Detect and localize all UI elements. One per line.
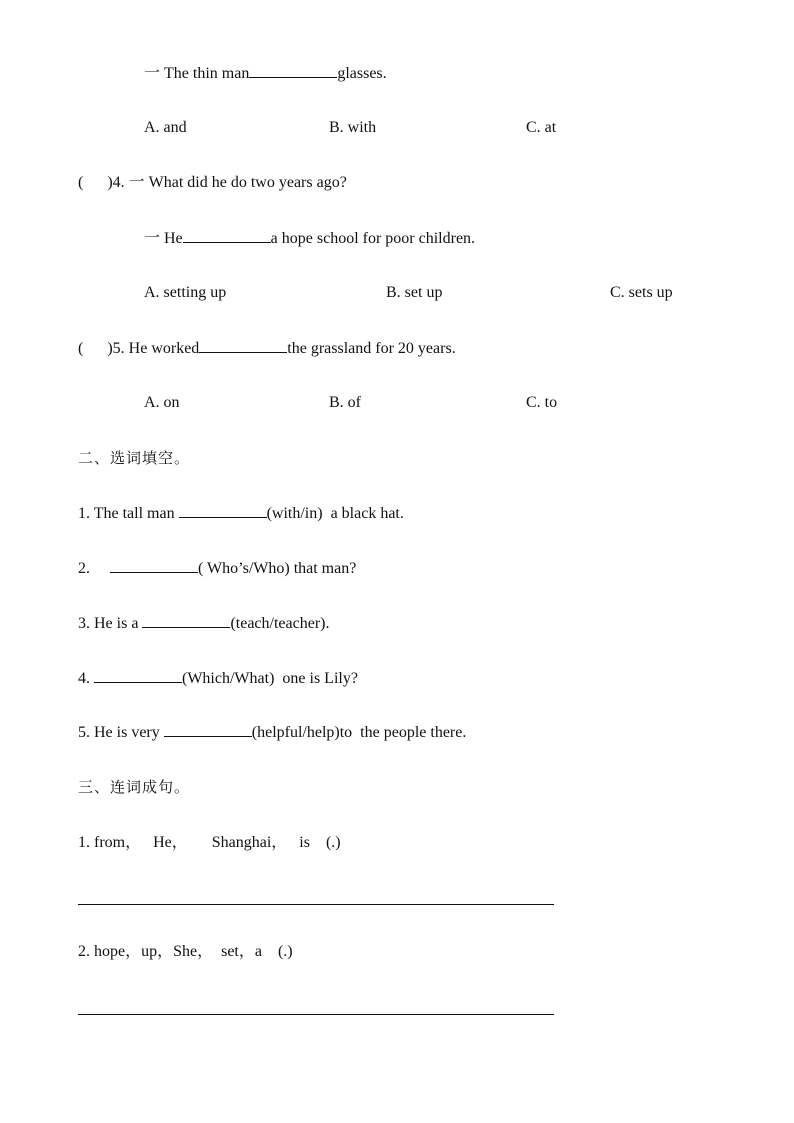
q4-prompt-before: 一 He (144, 230, 183, 247)
section2-item-2-before: 2. (78, 560, 110, 577)
section2-item-1-after: (with/in) a black hat. (266, 505, 404, 522)
q5-prompt (78, 338, 456, 359)
section2-item-5 (78, 722, 466, 743)
q5-answer-blank[interactable] (199, 338, 287, 353)
q3-option-a: A. and (144, 119, 187, 136)
section2-item-2-after: ( Who’s/Who) that man? (198, 560, 357, 577)
q4-prompt (144, 228, 475, 249)
q3-prompt-before: 一 The thin man (144, 65, 250, 82)
q4-option-a: A. setting up (144, 284, 227, 301)
section3-heading: 三、连词成句。 (78, 778, 191, 796)
section2-item-4-before: 4. (78, 670, 94, 687)
section2-item-2-blank[interactable] (110, 558, 198, 573)
section2-item-1-blank[interactable] (179, 503, 267, 518)
q4-answer-blank[interactable] (183, 228, 271, 243)
section2-item-3 (78, 613, 329, 634)
section2-item-4-after: (Which/What) one is Lily? (182, 670, 358, 687)
section3-item-1: 1. from， He， Shanghai， is (.) (78, 834, 341, 851)
section2-item-4 (78, 668, 358, 689)
section2-item-3-blank[interactable] (142, 613, 230, 628)
q3-prompt (144, 63, 387, 84)
q3-answer-blank[interactable] (249, 63, 337, 78)
q5-option-a: A. on (144, 394, 180, 411)
q3-option-b: B. with (329, 119, 377, 136)
q5-prompt-before: ( )5. He worked (78, 340, 200, 357)
section3-item-1-answer-line[interactable] (78, 904, 554, 905)
q3-option-c: C. at (526, 119, 557, 136)
q4-prompt-after: a hope school for poor children. (270, 230, 476, 247)
q5-prompt-after: the grassland for 20 years. (287, 340, 456, 357)
section2-item-5-after: (helpful/help)to the people there. (251, 724, 467, 741)
section2-item-2 (78, 558, 356, 579)
q3-prompt-after: glasses. (337, 65, 387, 82)
section3-item-2: 2. hope，up，She， set，a (.) (78, 943, 293, 960)
section2-heading: 二、选词填空。 (78, 449, 191, 467)
q4-question: ( )4. 一 What did he do two years ago? (78, 174, 347, 191)
q4-option-b: B. set up (386, 284, 443, 301)
section2-item-3-after: (teach/teacher). (230, 615, 330, 632)
section2-item-1 (78, 503, 404, 524)
section2-item-4-blank[interactable] (94, 668, 182, 683)
section3-item-2-answer-line[interactable] (78, 1014, 554, 1015)
q5-option-b: B. of (329, 394, 361, 411)
section2-item-1-before: 1. The tall man (78, 505, 179, 522)
q4-option-c: C. sets up (610, 284, 673, 301)
section2-item-3-before: 3. He is a (78, 615, 143, 632)
section2-item-5-blank[interactable] (164, 722, 252, 737)
section2-item-5-before: 5. He is very (78, 724, 164, 741)
q5-option-c: C. to (526, 394, 558, 411)
